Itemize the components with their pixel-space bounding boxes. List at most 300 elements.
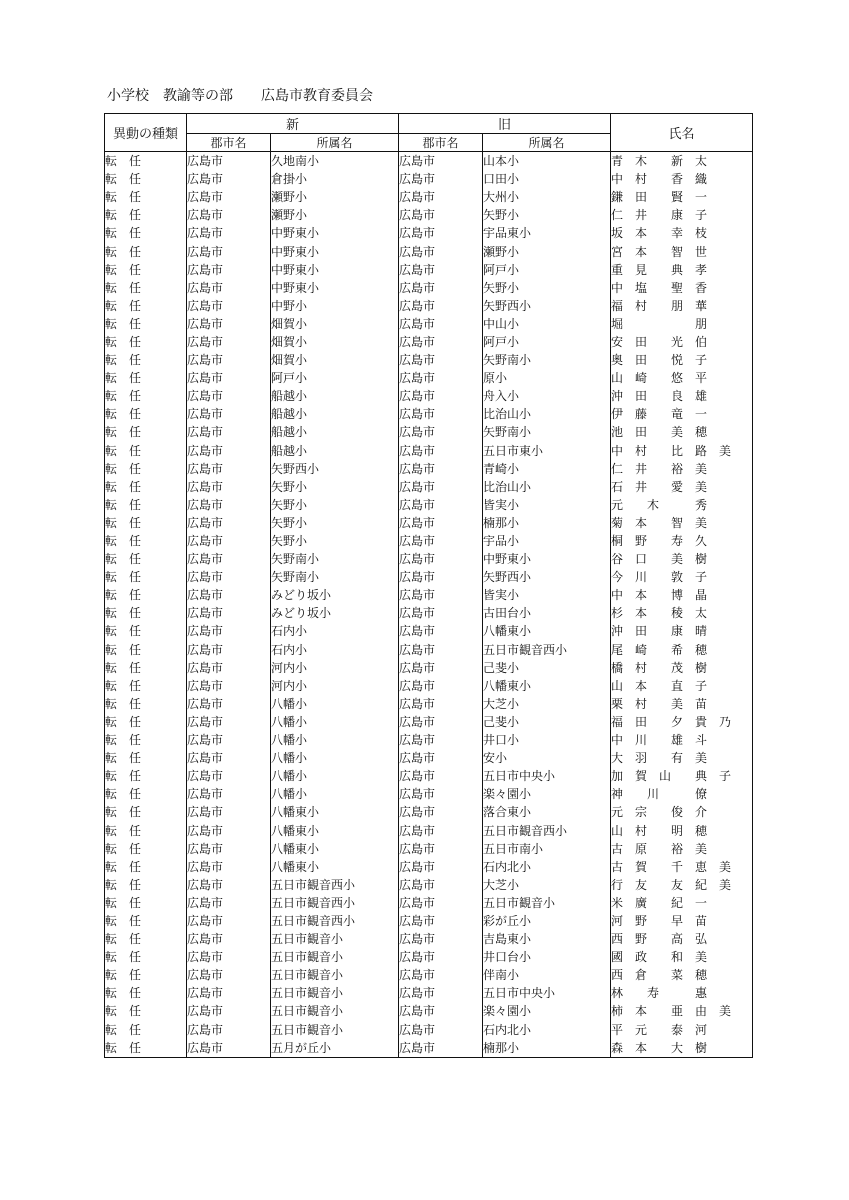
table-row [105,206,753,224]
old-school-cell: 五日市東小 [483,442,611,460]
new-city-cell: 広島市 [187,1002,271,1020]
table-row [105,894,753,912]
name-cell: 沖 田 康 晴 [611,622,753,640]
table-row [105,930,753,948]
old-school-cell: 宇品東小 [483,224,611,242]
name-cell: 福 村 朋 華 [611,297,753,315]
new-city-cell: 広島市 [187,876,271,894]
table-row [105,478,753,496]
transfer-type-cell: 転 任 [105,261,187,279]
new-school-cell: 八幡小 [271,767,399,785]
old-school-cell: 五日市観音西小 [483,641,611,659]
table-row [105,568,753,586]
new-school-cell: 五日市観音小 [271,930,399,948]
new-school-cell: 中野東小 [271,224,399,242]
old-school-cell: 己斐小 [483,659,611,677]
table-row [105,912,753,930]
new-school-cell: 石内小 [271,622,399,640]
transfer-type-cell: 転 任 [105,496,187,514]
name-cell: 西 倉 菜 穂 [611,966,753,984]
name-cell: 尾 崎 希 穂 [611,641,753,659]
transfer-type-cell: 転 任 [105,695,187,713]
new-school-cell: 五日市観音小 [271,948,399,966]
new-school-cell: 船越小 [271,423,399,441]
new-school-cell: 五日市観音西小 [271,912,399,930]
table-row [105,315,753,333]
name-cell: 菊 本 智 美 [611,514,753,532]
new-city-cell: 広島市 [187,351,271,369]
old-school-cell: 八幡東小 [483,677,611,695]
table-row [105,749,753,767]
old-school-cell: 伴南小 [483,966,611,984]
table-row [105,550,753,568]
table-row [105,1039,753,1058]
old-city-cell: 広島市 [399,224,483,242]
old-city-cell: 広島市 [399,604,483,622]
new-school-cell: 矢野小 [271,532,399,550]
old-city-cell: 広島市 [399,423,483,441]
name-cell: 青 木 新 太 [611,152,753,171]
name-cell: 桐 野 寿 久 [611,532,753,550]
old-city-cell: 広島市 [399,1002,483,1020]
old-school-cell: 五日市南小 [483,840,611,858]
old-school-cell: 宇品小 [483,532,611,550]
old-city-cell: 広島市 [399,170,483,188]
old-school-cell: 楠那小 [483,1039,611,1058]
table-row [105,460,753,478]
new-school-cell: 矢野小 [271,478,399,496]
old-city-cell: 広島市 [399,641,483,659]
new-city-cell: 広島市 [187,641,271,659]
transfer-type-cell: 転 任 [105,514,187,532]
transfer-type-cell: 転 任 [105,659,187,677]
new-city-cell: 広島市 [187,279,271,297]
table-row [105,242,753,260]
name-cell: 行 友 友 紀 美 [611,876,753,894]
table-row [105,731,753,749]
table-row [105,1002,753,1020]
new-school-cell: 瀬野小 [271,188,399,206]
transfer-type-cell: 転 任 [105,966,187,984]
old-city-cell: 広島市 [399,586,483,604]
new-city-cell: 広島市 [187,387,271,405]
old-school-cell: 楽々園小 [483,785,611,803]
new-city-cell: 広島市 [187,1021,271,1039]
new-school-cell: 五月が丘小 [271,1039,399,1058]
name-cell: 仁 井 康 子 [611,206,753,224]
old-school-cell: 楠那小 [483,514,611,532]
header-name: 氏名 [611,114,753,152]
new-city-cell: 広島市 [187,261,271,279]
table-row [105,713,753,731]
transfer-table [104,113,753,1058]
old-city-cell: 広島市 [399,351,483,369]
transfer-type-cell: 転 任 [105,876,187,894]
table-row [105,876,753,894]
new-city-cell: 広島市 [187,369,271,387]
old-school-cell: 矢野西小 [483,568,611,586]
transfer-type-cell: 転 任 [105,242,187,260]
name-cell: 奥 田 悦 子 [611,351,753,369]
old-school-cell: 矢野小 [483,206,611,224]
old-city-cell: 広島市 [399,731,483,749]
old-city-cell: 広島市 [399,930,483,948]
name-cell: 重 見 典 孝 [611,261,753,279]
name-cell: 柿 本 亜 由 美 [611,1002,753,1020]
old-city-cell: 広島市 [399,894,483,912]
transfer-type-cell: 転 任 [105,984,187,1002]
transfer-type-cell: 転 任 [105,821,187,839]
name-cell: 大 羽 有 美 [611,749,753,767]
new-city-cell: 広島市 [187,659,271,677]
old-city-cell: 広島市 [399,785,483,803]
transfer-type-cell: 転 任 [105,369,187,387]
old-school-cell: 矢野南小 [483,423,611,441]
transfer-type-cell: 転 任 [105,405,187,423]
old-city-cell: 広島市 [399,152,483,171]
table-row [105,532,753,550]
new-school-cell: 矢野南小 [271,568,399,586]
new-city-cell: 広島市 [187,677,271,695]
transfer-type-cell: 転 任 [105,423,187,441]
transfer-type-cell: 転 任 [105,840,187,858]
old-school-cell: 中山小 [483,315,611,333]
old-city-cell: 広島市 [399,767,483,785]
transfer-type-cell: 転 任 [105,604,187,622]
transfer-type-cell: 転 任 [105,315,187,333]
new-city-cell: 広島市 [187,170,271,188]
new-school-cell: 河内小 [271,659,399,677]
new-city-cell: 広島市 [187,586,271,604]
new-city-cell: 広島市 [187,713,271,731]
transfer-type-cell: 転 任 [105,803,187,821]
old-city-cell: 広島市 [399,333,483,351]
old-city-cell: 広島市 [399,984,483,1002]
name-cell: 鎌 田 賢 一 [611,188,753,206]
old-city-cell: 広島市 [399,803,483,821]
old-school-cell: 大州小 [483,188,611,206]
new-city-cell: 広島市 [187,478,271,496]
new-city-cell: 広島市 [187,966,271,984]
name-cell: 栗 村 美 苗 [611,695,753,713]
new-city-cell: 広島市 [187,568,271,586]
new-city-cell: 広島市 [187,984,271,1002]
table-row [105,695,753,713]
transfer-type-cell: 転 任 [105,568,187,586]
new-school-cell: 矢野小 [271,496,399,514]
new-school-cell: 八幡東小 [271,858,399,876]
new-school-cell: 八幡小 [271,695,399,713]
new-school-cell: 五日市観音小 [271,1002,399,1020]
old-city-cell: 広島市 [399,369,483,387]
new-city-cell: 広島市 [187,224,271,242]
transfer-type-cell: 転 任 [105,387,187,405]
new-school-cell: みどり坂小 [271,586,399,604]
transfer-type-cell: 転 任 [105,641,187,659]
new-school-cell: 久地南小 [271,152,399,171]
transfer-type-cell: 転 任 [105,478,187,496]
table-row [105,677,753,695]
new-city-cell: 広島市 [187,550,271,568]
new-school-cell: 船越小 [271,442,399,460]
old-city-cell: 広島市 [399,677,483,695]
new-school-cell: 中野東小 [271,279,399,297]
old-school-cell: 彩が丘小 [483,912,611,930]
transfer-type-cell: 転 任 [105,894,187,912]
name-cell: 中 村 香 織 [611,170,753,188]
old-school-cell: 楽々園小 [483,1002,611,1020]
old-school-cell: 五日市観音西小 [483,821,611,839]
name-cell: 杉 本 稜 太 [611,604,753,622]
transfer-type-cell: 転 任 [105,442,187,460]
new-city-cell: 広島市 [187,767,271,785]
transfer-type-cell: 転 任 [105,731,187,749]
transfer-type-cell: 転 任 [105,1021,187,1039]
old-school-cell: 大芝小 [483,876,611,894]
table-row [105,442,753,460]
name-cell: 河 野 早 苗 [611,912,753,930]
old-city-cell: 広島市 [399,442,483,460]
new-city-cell: 広島市 [187,423,271,441]
transfer-type-cell: 転 任 [105,785,187,803]
header-old-group: 旧 [399,114,611,134]
new-city-cell: 広島市 [187,1039,271,1058]
table-row [105,496,753,514]
new-school-cell: 中野東小 [271,242,399,260]
old-school-cell: 口田小 [483,170,611,188]
transfer-type-cell: 転 任 [105,188,187,206]
old-city-cell: 広島市 [399,387,483,405]
old-school-cell: 石内北小 [483,858,611,876]
old-city-cell: 広島市 [399,912,483,930]
old-city-cell: 広島市 [399,876,483,894]
new-school-cell: 矢野西小 [271,460,399,478]
old-school-cell: 阿戸小 [483,333,611,351]
new-school-cell: 五日市観音小 [271,966,399,984]
new-school-cell: 八幡小 [271,749,399,767]
old-city-cell: 広島市 [399,532,483,550]
name-cell: 國 政 和 美 [611,948,753,966]
new-school-cell: 矢野南小 [271,550,399,568]
name-cell: 平 元 泰 河 [611,1021,753,1039]
header-new-school: 所属名 [271,134,399,152]
new-city-cell: 広島市 [187,333,271,351]
old-city-cell: 広島市 [399,188,483,206]
new-city-cell: 広島市 [187,731,271,749]
old-school-cell: 落合東小 [483,803,611,821]
new-school-cell: 阿戸小 [271,369,399,387]
old-city-cell: 広島市 [399,840,483,858]
header-transfer-type: 異動の種類 [105,114,187,152]
new-school-cell: 船越小 [271,387,399,405]
old-city-cell: 広島市 [399,261,483,279]
old-school-cell: 矢野南小 [483,351,611,369]
new-city-cell: 広島市 [187,622,271,640]
transfer-type-cell: 転 任 [105,767,187,785]
table-row [105,387,753,405]
table-row [105,333,753,351]
old-city-cell: 広島市 [399,966,483,984]
name-cell: 石 井 愛 美 [611,478,753,496]
transfer-type-cell: 転 任 [105,930,187,948]
old-city-cell: 広島市 [399,514,483,532]
new-school-cell: 畑賀小 [271,351,399,369]
transfer-type-cell: 転 任 [105,912,187,930]
new-city-cell: 広島市 [187,912,271,930]
new-school-cell: 瀬野小 [271,206,399,224]
name-cell: 古 原 裕 美 [611,840,753,858]
old-city-cell: 広島市 [399,659,483,677]
new-city-cell: 広島市 [187,948,271,966]
old-city-cell: 広島市 [399,948,483,966]
transfer-type-cell: 転 任 [105,279,187,297]
table-row [105,423,753,441]
table-row [105,351,753,369]
new-city-cell: 広島市 [187,803,271,821]
old-school-cell: 皆実小 [483,586,611,604]
old-city-cell: 広島市 [399,713,483,731]
old-school-cell: 矢野西小 [483,297,611,315]
new-city-cell: 広島市 [187,460,271,478]
new-city-cell: 広島市 [187,840,271,858]
new-school-cell: 五日市観音西小 [271,876,399,894]
old-school-cell: 五日市中央小 [483,767,611,785]
new-city-cell: 広島市 [187,405,271,423]
name-cell: 元 木 秀 [611,496,753,514]
new-school-cell: 船越小 [271,405,399,423]
name-cell: 森 本 大 樹 [611,1039,753,1058]
name-cell: 谷 口 美 樹 [611,550,753,568]
name-cell: 中 塩 聖 香 [611,279,753,297]
name-cell: 宮 本 智 世 [611,242,753,260]
old-city-cell: 広島市 [399,242,483,260]
old-school-cell: 安小 [483,749,611,767]
name-cell: 米 廣 紀 一 [611,894,753,912]
name-cell: 元 宗 俊 介 [611,803,753,821]
transfer-type-cell: 転 任 [105,206,187,224]
new-school-cell: みどり坂小 [271,604,399,622]
table-row [105,297,753,315]
old-school-cell: 五日市観音小 [483,894,611,912]
new-school-cell: 中野小 [271,297,399,315]
new-school-cell: 倉掛小 [271,170,399,188]
name-cell: 仁 井 裕 美 [611,460,753,478]
old-school-cell: 皆実小 [483,496,611,514]
old-city-cell: 広島市 [399,405,483,423]
old-school-cell: 阿戸小 [483,261,611,279]
old-city-cell: 広島市 [399,1039,483,1058]
name-cell: 山 村 明 穂 [611,821,753,839]
old-school-cell: 五日市中央小 [483,984,611,1002]
new-city-cell: 広島市 [187,297,271,315]
name-cell: 安 田 光 伯 [611,333,753,351]
old-school-cell: 比治山小 [483,478,611,496]
new-city-cell: 広島市 [187,442,271,460]
transfer-type-cell: 転 任 [105,550,187,568]
new-city-cell: 広島市 [187,532,271,550]
name-cell: 神 川 僚 [611,785,753,803]
old-city-cell: 広島市 [399,297,483,315]
header-new-city: 郡市名 [187,134,271,152]
new-school-cell: 河内小 [271,677,399,695]
transfer-type-cell: 転 任 [105,858,187,876]
old-city-cell: 広島市 [399,858,483,876]
old-school-cell: 青崎小 [483,460,611,478]
old-city-cell: 広島市 [399,496,483,514]
transfer-type-cell: 転 任 [105,460,187,478]
old-school-cell: 己斐小 [483,713,611,731]
name-cell: 山 崎 悠 平 [611,369,753,387]
name-cell: 古 賀 千 恵 美 [611,858,753,876]
header-new-group: 新 [187,114,399,134]
old-school-cell: 中野東小 [483,550,611,568]
transfer-type-cell: 転 任 [105,1039,187,1058]
old-school-cell: 古田台小 [483,604,611,622]
new-school-cell: 八幡東小 [271,821,399,839]
new-city-cell: 広島市 [187,858,271,876]
table-row [105,984,753,1002]
table-row [105,966,753,984]
old-school-cell: 井口小 [483,731,611,749]
transfer-type-cell: 転 任 [105,170,187,188]
transfer-type-cell: 転 任 [105,152,187,171]
name-cell: 坂 本 幸 枝 [611,224,753,242]
transfer-type-cell: 転 任 [105,1002,187,1020]
page-heading: 小学校 教諭等の部 広島市教育委員会 [107,88,373,104]
name-cell: 福 田 夕 貴 乃 [611,713,753,731]
table-row [105,604,753,622]
old-school-cell: 原小 [483,369,611,387]
new-school-cell: 八幡小 [271,713,399,731]
name-cell: 加 賀 山 典 子 [611,767,753,785]
table-row [105,586,753,604]
table-row [105,188,753,206]
new-school-cell: 八幡東小 [271,803,399,821]
new-school-cell: 八幡東小 [271,840,399,858]
name-cell: 伊 藤 竜 一 [611,405,753,423]
transfer-type-cell: 転 任 [105,586,187,604]
table-row [105,821,753,839]
table-row [105,659,753,677]
table-row [105,803,753,821]
table-row [105,405,753,423]
transfer-type-cell: 転 任 [105,333,187,351]
new-school-cell: 石内小 [271,641,399,659]
name-cell: 中 川 雄 斗 [611,731,753,749]
old-school-cell: 大芝小 [483,695,611,713]
new-city-cell: 広島市 [187,188,271,206]
table-row [105,1021,753,1039]
table-row [105,840,753,858]
header-old-city: 郡市名 [399,134,483,152]
new-city-cell: 広島市 [187,315,271,333]
old-city-cell: 広島市 [399,315,483,333]
name-cell: 橋 村 茂 樹 [611,659,753,677]
name-cell: 中 村 比 路 美 [611,442,753,460]
old-city-cell: 広島市 [399,206,483,224]
transfer-type-cell: 転 任 [105,749,187,767]
transfer-type-cell: 転 任 [105,532,187,550]
new-city-cell: 広島市 [187,785,271,803]
table-row [105,858,753,876]
old-city-cell: 広島市 [399,460,483,478]
transfer-type-cell: 転 任 [105,351,187,369]
old-city-cell: 広島市 [399,478,483,496]
new-city-cell: 広島市 [187,514,271,532]
new-city-cell: 広島市 [187,496,271,514]
new-city-cell: 広島市 [187,206,271,224]
header-old-school: 所属名 [483,134,611,152]
